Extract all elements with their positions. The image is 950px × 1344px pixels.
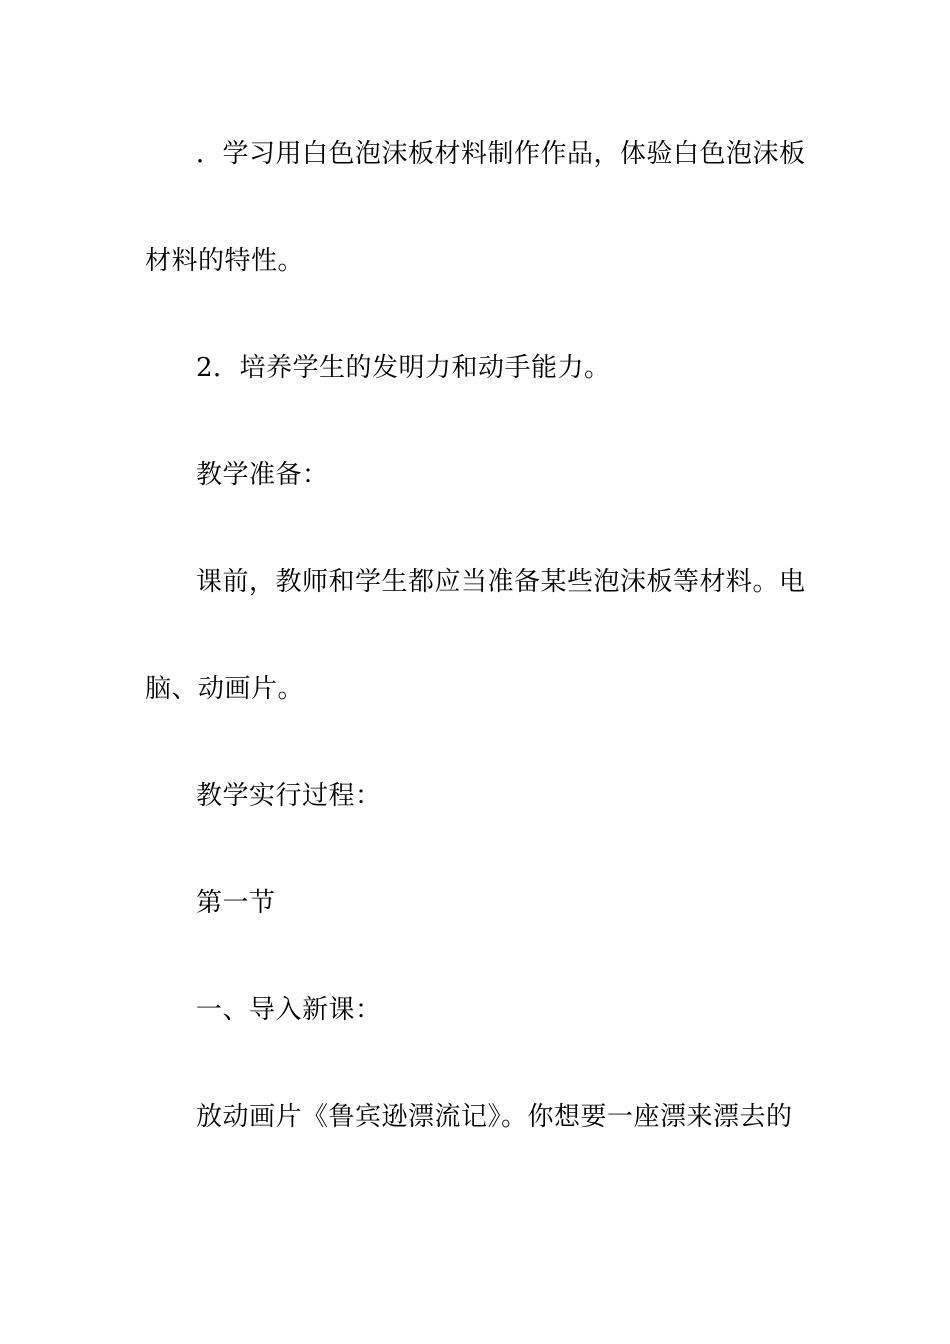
paragraph-line-10: 放动画片《鲁宾逊漂流记》。你想要一座漂来漂去的 [196, 1102, 793, 1132]
section-heading-introduction: 一、导入新课： [196, 995, 382, 1025]
paragraph-line-6: 脑、动画片。 [145, 674, 305, 704]
paragraph-line-5: 课前，教师和学生都应当准备某些泡沫板等材料。电 [196, 567, 806, 597]
paragraph-line-1: ．学习用白色泡沫板材料制作作品，体验白色泡沫板 [196, 139, 806, 169]
paragraph-line-2: 材料的特性。 [145, 246, 305, 276]
section-heading-preparation: 教学准备： [196, 460, 329, 490]
paragraph-line-3: 2．培养学生的发明力和动手能力。 [196, 353, 611, 383]
section-heading-process: 教学实行过程： [196, 781, 382, 811]
section-heading-first-lesson: 第一节 [196, 888, 276, 918]
